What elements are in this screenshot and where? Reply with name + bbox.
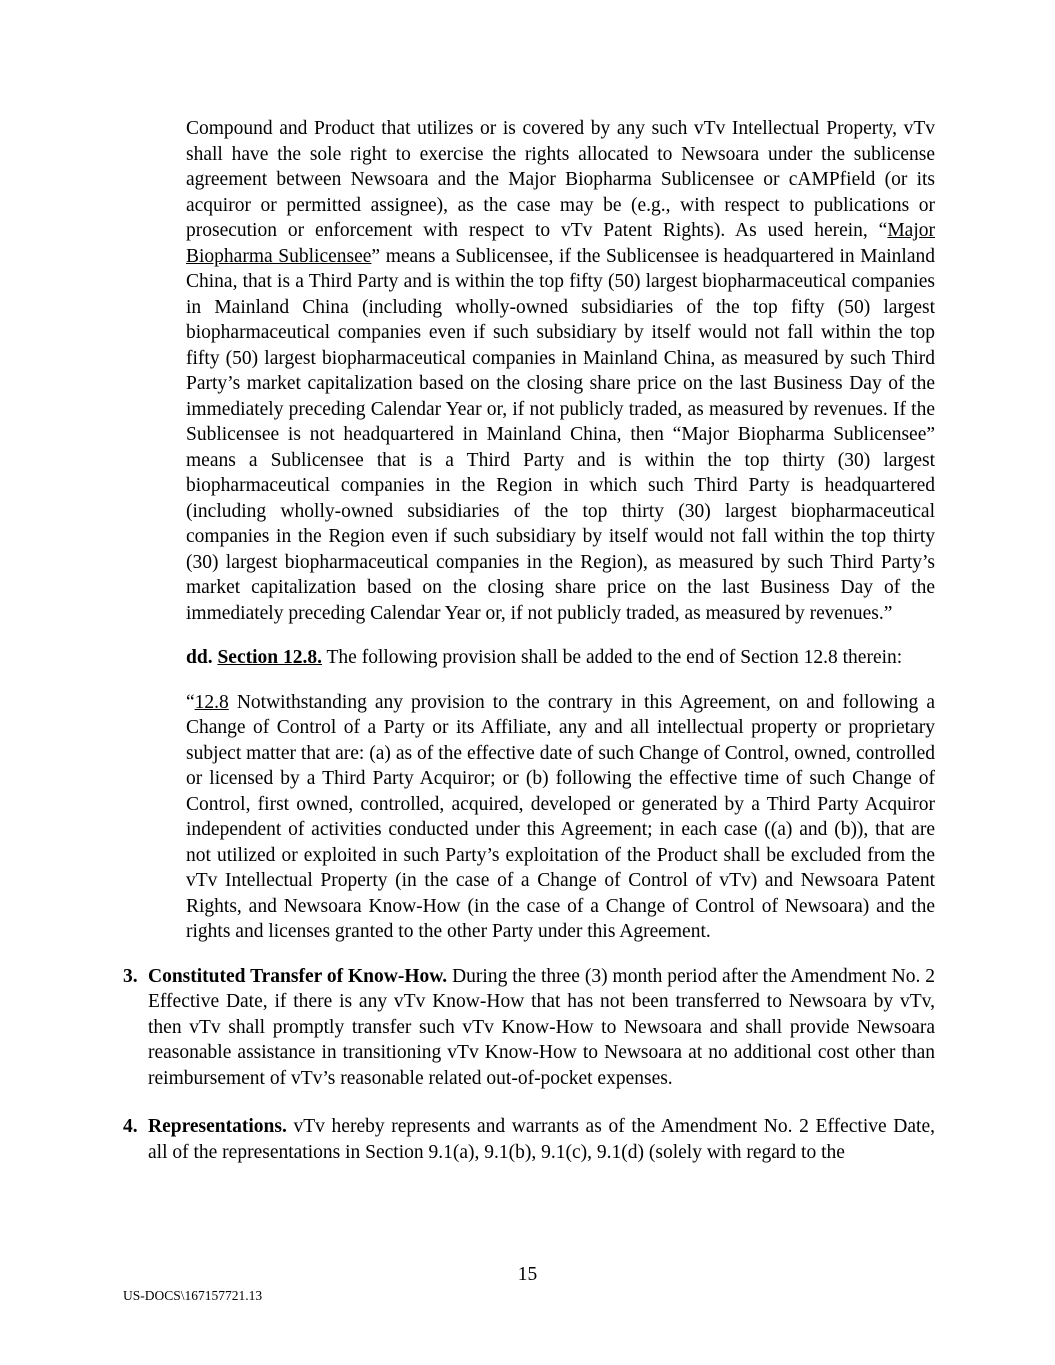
item-heading: Representations. [148, 1116, 287, 1137]
item-body [148, 1114, 935, 1165]
paragraph-text-segment: During the three (3) month period after the Amendment No. 2 Effective Date, if there is any vTv Know-How that has not been transferred to Newsoara by vTv, then vTv shall promptly transfer such vTv Know-How to Newsoara and shall provide Newsoara reasonable assistance in transitioning vTv Know-How to Newsoara at no additional cost other than reimbursement of vTv’s reasonable related out-of-pocket expenses. [148, 965, 936, 1089]
page-content [123, 116, 935, 1165]
paragraph-text-segment: ” means a Sublicensee, if the Sublicensee is headquartered in Mainland China, that is a Third Party and is within the top fifty (50) largest biopharmaceutical companies in Mainland China (including wholly-owned subsidiaries of the top fifty (50) largest biopharmaceutical companies even if such subsidiary by itself would not fall within the top fifty (50) largest biopharmaceutical companies in Mainland China, as measured by such Third Party’s market capitalization based on the closing share price on the last Business Day of the immediately preceding Calendar Year or, if not publicly traded, as measured by revenues. If the Sublicensee is not headquartered in Mainland China, then “Major Biopharma Sublicensee” means a Sublicensee that is a Third Party and is within the top thirty (30) largest biopharmaceutical companies in the Region in which such Third Party is headquartered (including wholly-owned subsidiaries of the top thirty (30) largest biopharmaceutical companies in the Region even if such subsidiary by itself would not fall within the top thirty (30) largest biopharmaceutical companies in the Region), as measured by such Third Party’s market capitalization based on the closing share price on the last Business Day of the immediately preceding Calendar Year or, if not publicly traded, as measured by revenues.” [186, 245, 935, 624]
clause-label: dd. [186, 647, 213, 668]
paragraph-dd-section-12-8 [186, 645, 935, 671]
paragraph-text-segment: The following provision shall be added to the end of Section 12.8 therein: [322, 647, 903, 668]
section-number-underlined: 12.8 [194, 691, 229, 713]
paragraph-text-segment: Compound and Product that utilizes or is covered by any such vTv Intellectual Property, vTv shall have the sole right to exercise the rights allocated to Newsoara under the sublicense agreement between Newsoara and the Major Biopharma Sublicensee or cAMPfield (or its acquiror or permitted assignee), as the case may be (e.g., with respect to publications or prosecution or enforcement with respect to vTv Patent Rights). As used herein, “ [186, 118, 935, 241]
paragraph-section-12-8-provision [186, 690, 935, 945]
open-quote: “ [186, 691, 195, 713]
paragraph-text-segment: vTv hereby represents and warrants as of the Amendment No. 2 Effective Date, all of the representations in Section 9.1(a), 9.1(b), 9.1(c), 9.1(d) (solely with regard to the [148, 1116, 935, 1163]
list-item-4-representations [123, 1114, 935, 1165]
document-id-footer: US-DOCS\167157721.13 [123, 1288, 263, 1303]
paragraph-text-segment: Notwithstanding any provision to the contrary in this Agreement, on and following a Change of Control of a Party or its Affiliate, any and all intellectual property or proprietary subject matter that are: (a) as of the effective date of such Change of Control, owned, controlled or licensed by a Third Party Acquiror; or (b) following the effective time of such Change of Control, first owned, controlled, acquired, developed or generated by a Third Party Acquiror independent of activities conducted under this Agreement; in each case ((a) and (b)), that are not utilized or exploited in such Party’s exploitation of the Product shall be excluded from the vTv Intellectual Property (in the case of a Change of Control of vTv) and Newsoara Patent Rights, and Newsoara Know-How (in the case of a Change of Control of Newsoara) and the rights and licenses granted to the other Party under this Agreement. [186, 691, 935, 942]
item-body [148, 964, 935, 1092]
paragraph-major-biopharma-sublicensee [186, 116, 935, 626]
item-heading: Constituted Transfer of Know-How. [148, 965, 448, 987]
page-number: 15 [517, 1264, 538, 1285]
section-heading: Section 12.8. [217, 647, 322, 668]
item-number: 4. [123, 1116, 138, 1137]
list-item-3-constituted-transfer [123, 964, 935, 1092]
item-number: 3. [123, 965, 138, 987]
underlined-defined-term: Major Biopharma Sublicensee [186, 220, 935, 267]
